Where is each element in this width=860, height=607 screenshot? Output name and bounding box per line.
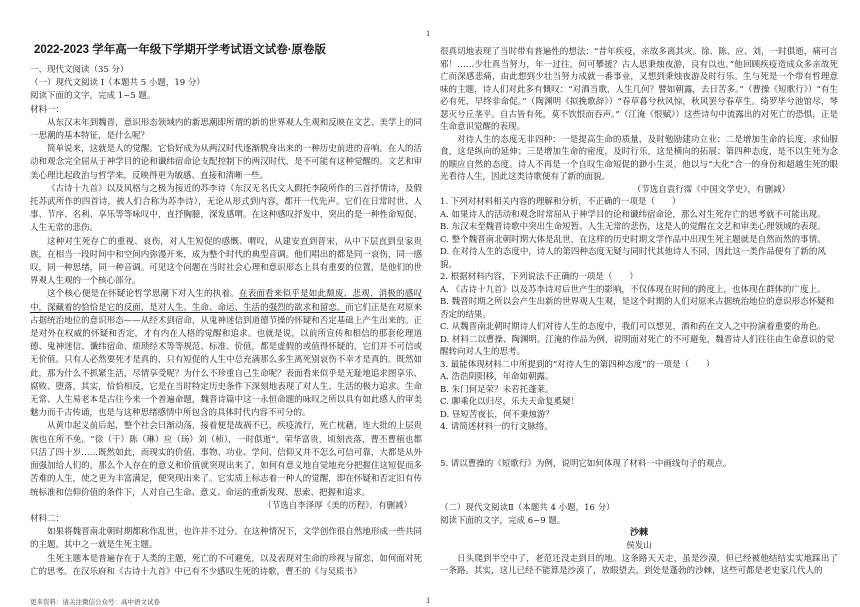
question-2-option-c: C. 从魏晋南北朝时期诗人们对待人生的态度中，我们可以想见，酒和药在文人之中扮演着重要的角色。 [440,322,826,332]
question-2-option-d: D. 材料二以曹操、陶渊明、江淹的作品为例，说明面对死亡的不可避免，魏晋诗人们往往由生命意识的觉醒转向对人生的思考。 [440,334,835,357]
material1-paragraph-4: 这种对生死存亡的重视、哀伤，对人生短促的感慨、喟叹，从建安直到晋宋，从中下层直到皇家贵族，在相当一段时间中和空间内弥漫开来，成为整个时代的典型音调。他们唱出的都是同一哀伤，同一感叹，同一种思绪，同一种音调。可见这个问题在当时社会心理和意识形态上具有重要的位置，是他们的世界观人生观的一个核心部分。 [30,236,422,287]
material1-paragraph-3: 《古诗十九首》以及风格与之极为接近的苏李诗（东汉无名氏文人假托李陵所作的三首抒情诗，及假托苏武所作的四首诗，被人们合称为苏李诗），无论从形式到内容，都开一代先声。它们在日常时世、人事、节序、名利、享乐等等咏叹中，直抒胸臆，深发感喟。在这种感叹抒发中，突出的是一种性命短促、人生无常的悲伤。 [30,183,422,234]
question-2-option-a: A. 《古诗十九首》以及苏李诗对后世产生的影响，不仅体现在时间的跨度上，也体现在群体的广度上。 [440,284,826,295]
material1-paragraph-2: 简单说来，这就是人的觉醒。它恰好成为从两汉时代逐渐脱身出来的一种历史前进的音响。在人的活动和观念完全屈从于神学目的论和谶纬宿命论支配控制下的两汉时代，是不可能有这种觉醒的。文艺和审美心理比起政治与哲学来，反映得更为敏感、直接和清晰一些。 [30,144,422,181]
underlined-sentence: 在表面看来似乎是如此颓废、悲观、消极的感叹中，深藏着的恰恰是它的反面，是对人生、生命、命运、生活的强烈的欲求和留恋。 [30,289,422,313]
story-paragraph-1: 日头爬到半空中了，老范还没走到目的地。这条路天天走，虽是沙漠，但已经被他结结实实地踩出了一条路。其实，这儿已经不能算是沙漠了，放眼望去，到处是蓬勃的沙棘，这些可都是老史家几代人的 [440,553,838,576]
right-column [440,46,838,596]
story-title: 沙棘 [629,528,648,538]
question-1-option-a: A. 如果诗人的活动和观念时常屈从于神学目的论和谶纬宿命论，那么对生死存亡的思考就不可能出现。 [440,209,826,220]
part1-heading: （一）现代文阅读 I（本题共 5 小题，19 分） [30,78,205,89]
question-1-stem: 1. 下列对材料相关内容的理解和分析，不正确的一项是（ ） [440,197,681,207]
material2-paragraph-1: 如果将魏晋南北朝时期都称作乱世，也许并不过分。在这种情况下，文学创作很自然地形成一些共同的主题。其中之一就是生死主题。 [30,527,422,551]
question-3-option-d: D. 昼短苦夜长，何不秉烛游？ [440,409,554,420]
exam-title: 2022-2023 学年高一年级下学期开学考试语文试卷·原卷版 [34,44,327,56]
material2-label: 材料二： [30,513,65,524]
paragraph-5-rest: 而它们正是在对原来占据统治地位的意识形态——从经术到宿命，从鬼神迷信到道德节操的怀疑和否定基础上产生出来的。正是对外在权威的怀疑和否定，才有内在人格的觉醒和追求。也就是说，以前所宣传和相信的那套伦理道德、鬼神迷信、谶纬宿命、烦琐经术等等规范、标准、价值，都是虚假的或值得怀疑的，它们并不可信或无价值。只有人必然要死才是真的，只有短促的人生中总充满那么多生离死别哀伤不幸才是真的。既然如此，那为什么不抓紧生活，尽情享受呢？为什么不珍重自己生命呢？表面看来似乎是无耻地追求图享乐、腐败、堕落，其实，恰恰相反，它是在当时特定历史条件下深刻地表现了对人生、生活的极力追求。生命无常、人生易老本是古往今来一个普遍命题，魏晋诗篇中这一永恒命题的咏叹之所以具有如此感人的审美魅力而千古传诵，也是与这种思绪感情中所包含的具体时代内容不可分的。 [30,302,422,419]
question-3-option-a: A. 浩浩阴阳移，年命如朝露。 [440,372,554,382]
footer-note: 更多资料：请关注微信公众号：高中语文试卷 [30,598,160,606]
material1-label: 材料一： [30,104,65,115]
question-3-stem: 3. 最能体现材料二中所提到的“对待人生的第四种态度”的一项是（ ） [440,359,715,370]
material2-paragraph-2-continued: 很真切地表现了当时带有普遍性的想法：“昔年疾疫，亲故多离其灾。徐、陈、应、刘，一时俱逝，痛可言邪！……少壮真当努力，年一过往，何可攀援？古人思秉烛夜游，良有以也。”他回顾疾疫造成众多亲故死亡而深感悲痛，由此想到少壮当努力成就一番事业，又想到秉烛夜游及时行乐。生与死是一个带有哲理意味的主题，诗人们对此多有慨叹：“对酒当歌，人生几何？譬如朝露，去日苦多。”（曹操《短歌行》）“有生必有死，早终非命促。”（陶渊明《拟挽歌辞》）“春草暮兮秋风惊，秋风罢兮春草生。绮罗毕兮池馆尽，琴瑟灭兮丘垄平。自古皆有死，莫不饮恨而吞声。”（江淹《恨赋》）这些诗句中流露出的对死亡的恐惧，正是生命意识觉醒的表现。 [440,47,838,132]
part2-instruction: 阅读下面的文字，完成 6~9 题。 [440,515,566,526]
material2-source: （节选自袁行霈《中国文学史》，有删减） [632,184,790,195]
question-4-stem: 4. 请简述材料一的行文脉络。 [440,422,553,432]
material1-paragraph-1: 从东汉末年到魏晋，意识形态领域内的新思潮即所谓的新的世界观人生观和反映在文艺、美学上的同一思潮的基本特征，是什么呢？ [30,117,422,142]
question-1-option-d: D. 在对待人生的态度中，诗人的第四种态度无疑与同时代其他诗人不同，因此这一类作品便有了新的风貌。 [440,247,826,270]
question-3-option-b: B. 朱门何足荣？未若托蓬莱。 [440,384,554,395]
question-1-option-c: C. 整个魏晋南北朝时期大体是乱世，在这样的历史时期文学作品中出现生死主题就是自然而然的事情。 [440,234,826,245]
material2-paragraph-2-start: 生死主题本是普遍存在于人类的主题，死亡的不可避免，以及表现对生命的珍视与留恋，如何面对死亡的思考。在汉乐府和《古诗十九首》中已有不少感叹生死的诗歌，曹丕的《与吴质书》 [30,553,422,577]
left-column [30,42,422,596]
material1-paragraph-6: 从黄巾起义前后起，整个社会日渐动荡，接着便是战祸不已，疾疫流行，死亡枕藉，连大批的上层贵族也在所不免。“徐（干）陈（琳）应（玚）刘（桢），一时俱逝”，荣华富贵，顷刻丧落，曹丕曹植也都只活了四十岁……既然如此，而现实的价值、事物、功业、学问、信仰又并不怎么可信可靠，大都是从外面强加给人们的，那么个人存在的意义和价值就突现出来了，如何有意义地自觉地充分把握住这短促而多苦难的人生，使之更为丰富满足，便突现出来了。它实质上标志着一种人的觉醒，即在怀疑和否定旧有传统标准和信仰价值的条件下，人对自己生命、意义、命运的重新发现、思索、把握和追求。 [30,421,422,498]
material1-paragraph-5 [30,288,422,420]
question-2-option-b: B. 魏晋时期之所以会产生出新的世界观人生观，是这个时期的人们对原来占据统治地位的意识形态怀疑和否定的结果。 [440,297,835,320]
question-5-stem: 5. 请以曹操的《短歌行》为例，说明它如何体现了材料一中画线句子的观点。 [440,458,732,469]
question-3-option-c: C. 聊乘化以归尽，乐夫天命复奚疑！ [440,397,580,407]
part2-heading: （二）现代文阅读Ⅱ（本题共 4 小题，16 分） [440,503,615,513]
page-number: 1 [426,597,431,605]
question-2-stem: 2. 根据材料内容，下列说法不正确的一项是（ ） [440,272,638,282]
question-1-option-b: B. 东汉末至魏晋诗歌中突出生命短暂、人生无常的悲伤，这是人的觉醒在文艺和审美心理领域的表现。 [440,222,826,232]
page-marker-top: 1 [426,30,431,38]
part1-instruction: 阅读下面的文字，完成 1~5 题。 [30,91,156,102]
paragraph-5-lead: 这个核心便是在怀疑论哲学思潮下对人生的执着。 [47,289,239,300]
story-author: 侯发山 [626,541,652,551]
material2-paragraph-3: 对待人生的态度无非四种：一是提高生命的质量，及时勉励建功立业；二是增加生命的长度，求仙服食，这是纵向的延伸；三是增加生命的密度，及时行乐，这是横向的拓展；第四种态度，是不以生死为念的顺应自然的态度。诗人不再是一个自叹生命短促的渺小生灵，他以与“大化”合一的身份和超越生死的眼光看待人生，因此这类诗歌便有了新的面貌。 [440,134,838,182]
material1-source: （节选自李泽厚《美的历程》，有删减） [263,500,412,511]
section-heading: 一、现代文阅读（35 分） [30,65,129,75]
